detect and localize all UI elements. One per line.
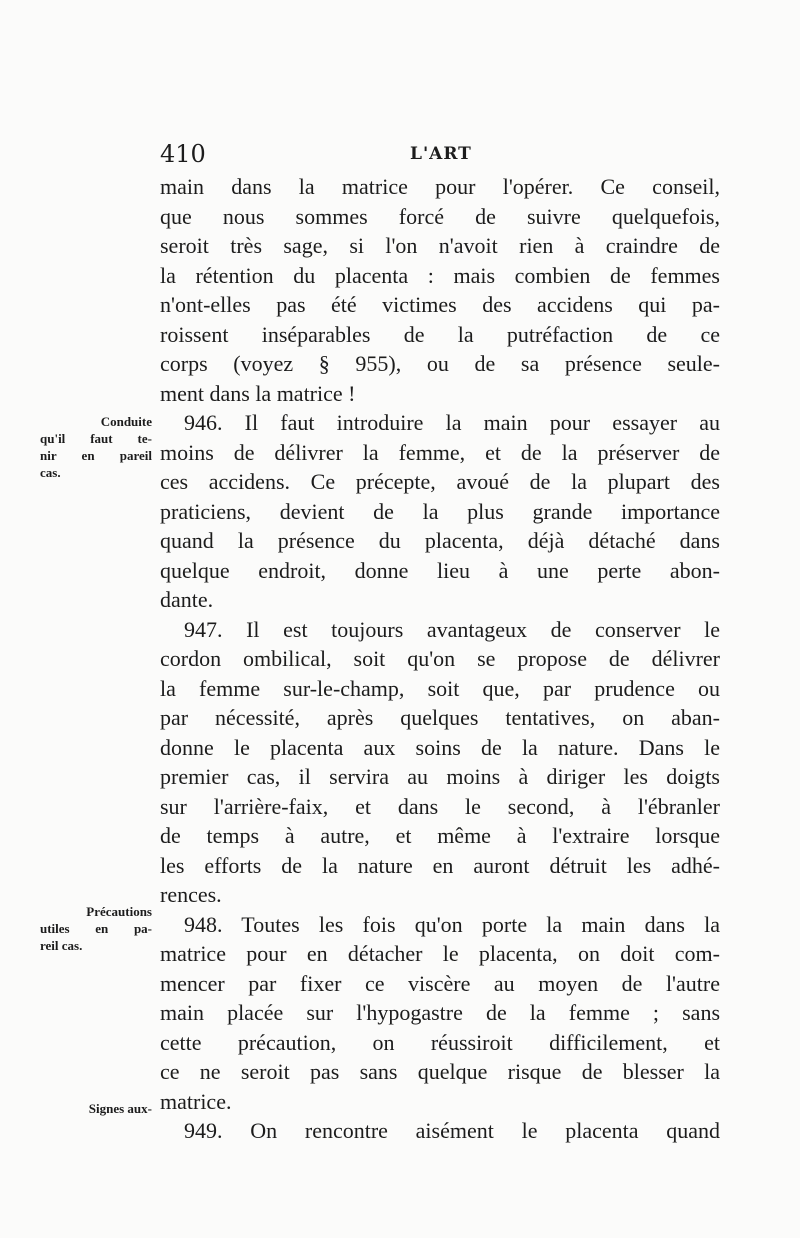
- margin-note-precautions: [40, 903, 152, 954]
- margin-note-line: Précautions: [86, 904, 152, 919]
- margin-note-line: qu'il faut te-: [40, 431, 152, 446]
- margin-note-line: utiles en pa-: [40, 921, 152, 936]
- text-line: que nous sommes forcé de suivre quelquefois,: [160, 203, 720, 229]
- text-line: rences.: [160, 882, 222, 907]
- text-line: quand la présence du placenta, déjà détaché dans: [160, 528, 720, 553]
- text-line: main dans la matrice pour l'opérer. Ce conseil,: [160, 174, 720, 199]
- text-line: la rétention du placenta : mais combien de femmes: [160, 262, 720, 288]
- margin-note-line: Signes aux-: [88, 1101, 152, 1116]
- text-line: les efforts de la nature en auront détruit les adhé-: [160, 852, 720, 878]
- paragraph-947-start: 947. Il est toujours avantageux de conserver le: [184, 616, 720, 642]
- page-number: 410: [160, 140, 206, 168]
- margin-note-line: Conduite: [100, 414, 152, 429]
- margin-note-line: cas.: [40, 465, 61, 480]
- text-line: de temps à autre, et même à l'extraire lorsque: [160, 823, 720, 848]
- margin-note-conduite: [40, 413, 152, 481]
- paragraph-946-start: 946. Il faut introduire la main pour essayer au: [184, 410, 720, 435]
- margin-note-line: reil cas.: [40, 938, 83, 953]
- text-line: mencer par fixer ce viscère au moyen de l'autre: [160, 970, 720, 996]
- text-line: par nécessité, après quelques tentatives, on aban-: [160, 705, 720, 730]
- text-line: ces accidens. Ce précepte, avoué de la plupart des: [160, 469, 720, 494]
- paragraph-948-start: 948. Toutes les fois qu'on porte la main dans la: [184, 911, 720, 937]
- text-line: corps (voyez § 955), ou de sa présence seule-: [160, 351, 720, 376]
- text-line: sur l'arrière-faix, et dans le second, à l'ébranler: [160, 793, 720, 819]
- text-line: n'ont-elles pas été victimes des accidens qui pa-: [160, 292, 720, 317]
- text-line: matrice.: [160, 1088, 232, 1114]
- text-line: ce ne seroit pas sans quelque risque de blesser la: [160, 1059, 720, 1084]
- text-line: roissent inséparables de la putréfaction de ce: [160, 321, 720, 347]
- running-title: L'ART: [410, 144, 472, 164]
- text-line: premier cas, il servira au moins à diriger les doigts: [160, 764, 720, 789]
- text-line: donne le placenta aux soins de la nature. Dans le: [160, 734, 720, 760]
- text-line: quelque endroit, donne lieu à une perte abon-: [160, 557, 720, 583]
- text-line: ment dans la matrice !: [160, 380, 356, 406]
- text-line: moins de délivrer la femme, et de la préserver de: [160, 439, 720, 465]
- text-line: dante.: [160, 587, 214, 612]
- text-line: cordon ombilical, soit qu'on se propose de délivrer: [160, 646, 720, 671]
- text-line: main placée sur l'hypogastre de la femme ; sans: [160, 1000, 720, 1025]
- margin-note-line: nir en pareil: [40, 448, 152, 463]
- text-line: seroit très sage, si l'on n'avoit rien à craindre de: [160, 233, 720, 258]
- text-line: la femme sur-le-champ, soit que, par prudence ou: [160, 675, 720, 701]
- page-header: [160, 140, 720, 174]
- margin-note-signes: [40, 1100, 152, 1117]
- text-line: cette précaution, on réussiroit difficilement, et: [160, 1029, 720, 1055]
- body-text: [160, 172, 720, 1146]
- paragraph-949-start: 949. On rencontre aisément le placenta quand: [184, 1118, 720, 1143]
- text-line: praticiens, devient de la plus grande importance: [160, 498, 720, 524]
- text-line: matrice pour en détacher le placenta, on doit com-: [160, 941, 720, 966]
